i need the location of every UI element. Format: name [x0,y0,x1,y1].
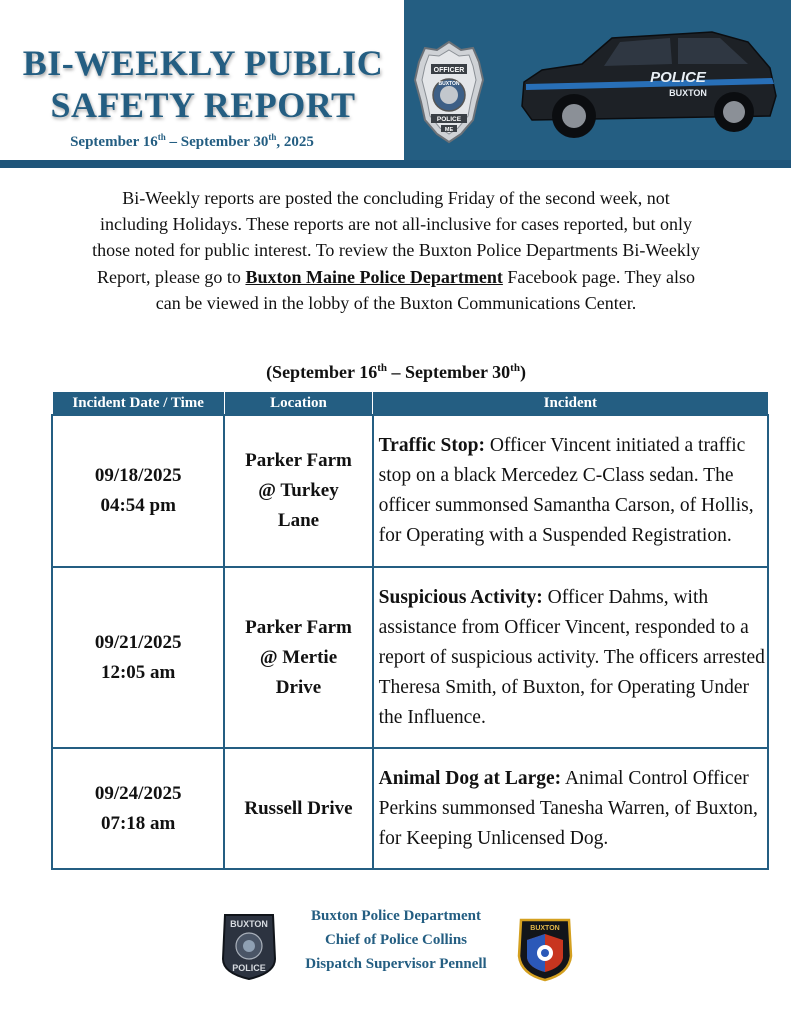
svg-text:OFFICER: OFFICER [433,67,465,74]
incident-description: Animal Dog at Large: Animal Control Officer Perkins summonsed Tanesha Warren, of Buxton, for Keeping Unlicensed Dog. [373,748,768,869]
facebook-page-link[interactable]: Buxton Maine Police Department [245,266,503,287]
svg-text:BUXTON: BUXTON [530,925,560,932]
incident-date-time: 09/21/2025 12:05 am [52,567,224,748]
report-date-range: September 16th – September 30th, 2025 [70,132,314,150]
police-patch-icon [219,911,279,981]
incident-location: Parker Farm @ Turkey Lane [224,415,372,567]
police-car-icon [512,24,780,142]
svg-text:ME: ME [444,127,454,133]
table-date-range-heading: (September 16th – September 30th) [266,362,526,382]
intro-paragraph: Bi-Weekly reports are posted the concluding Friday of the second week, not including Holidays. These reports are not all-inclusive for cases reported, but only those noted for public interest. To review the Buxton Police Departments Bi-Weekly Report, please go to Buxton Maine Police Department Facebook page. They also can be viewed in the lobby of the Buxton Communications Center. [92,188,700,313]
table-header-row [52,392,768,416]
svg-text:BUXTON: BUXTON [669,88,707,98]
svg-text:BUXTON: BUXTON [230,919,268,929]
incident-date-time: 09/24/2025 07:18 am [52,748,224,869]
column-header-date: Incident Date / Time [52,392,224,416]
header-divider [0,160,791,168]
police-badge-icon [413,40,485,144]
communications-center-patch-icon [515,916,575,982]
incident-location: Parker Farm @ Mertie Drive [224,567,372,748]
chief-name: Chief of Police Collins [324,932,468,948]
table-row [52,415,768,567]
svg-text:BUXTON: BUXTON [438,81,460,87]
svg-text:POLICE: POLICE [232,963,266,973]
incident-description: Traffic Stop: Officer Vincent initiated a traffic stop on a black Mercedez C-Class sedan. The officer summonsed Samantha Carson, of Hollis, for Operating with a Suspended Registration. [373,415,768,567]
table-row [52,748,768,869]
page-title: BI-WEEKLY PUBLIC SAFETY REPORT [22,43,384,125]
incident-date-time: 09/18/2025 04:54 pm [52,415,224,567]
column-header-incident: Incident [373,392,768,416]
dispatch-supervisor: Dispatch Supervisor Pennell [305,956,487,972]
incident-location: Russell Drive [224,748,372,869]
incident-description: Suspicious Activity: Officer Dahms, with assistance from Officer Vincent, responded to a report of suspicious activity. The officers arrested Theresa Smith, of Buxton, for Operating Under the Influence. [373,567,768,748]
svg-text:POLICE: POLICE [436,116,462,123]
department-name: Buxton Police Department [311,908,481,924]
table-row [52,567,768,748]
department-signature [280,904,512,976]
incident-table [51,391,769,870]
report-header [0,0,791,168]
svg-text:POLICE: POLICE [650,69,706,86]
column-header-location: Location [224,392,372,416]
